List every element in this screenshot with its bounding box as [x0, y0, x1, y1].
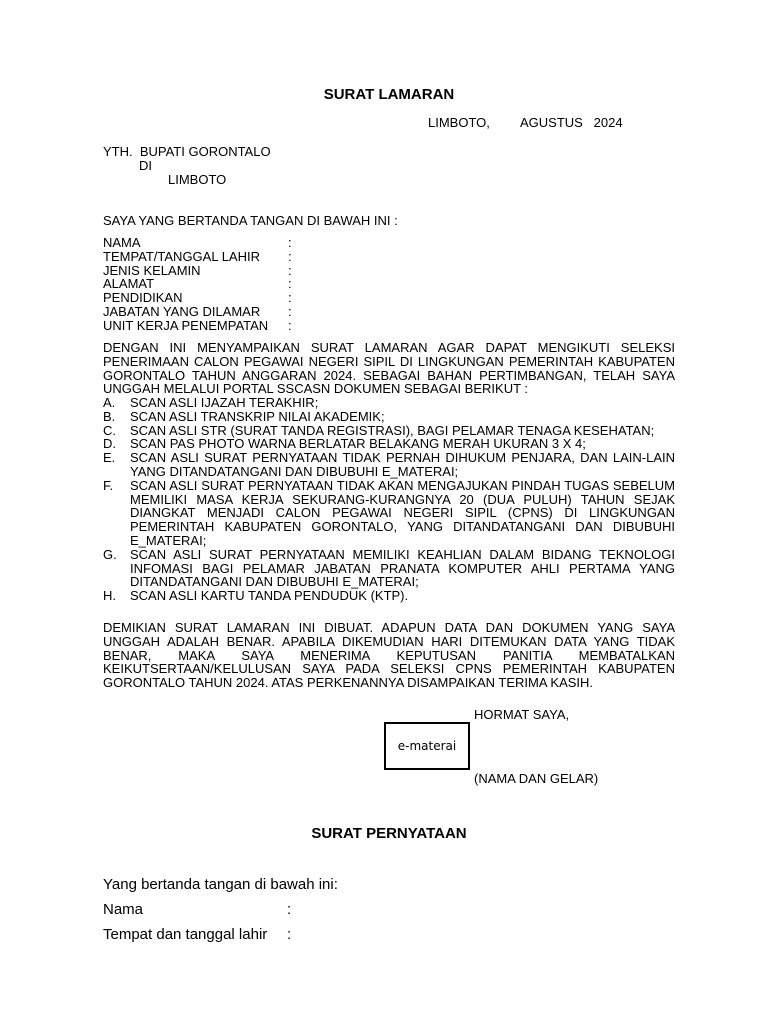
list-item: [103, 451, 675, 479]
statement-intro: Yang bertanda tangan di bawah ini:: [103, 876, 338, 893]
field-row: [103, 277, 292, 291]
field-row: [103, 236, 292, 250]
field-row: [103, 264, 292, 278]
statement-title: SURAT PERNYATAAN: [311, 825, 467, 842]
list-text: SCAN ASLI TRANSKRIP NILAI AKADEMIK;: [130, 408, 385, 424]
signature-name: (NAMA DAN GELAR): [474, 771, 599, 786]
list-item: [103, 396, 675, 410]
list-marker: E.: [103, 450, 116, 466]
field-separator: :: [288, 248, 292, 264]
ematerai-box: [384, 722, 470, 770]
field-label: NAMA: [103, 235, 141, 250]
regards-text: HORMAT SAYA,: [474, 707, 570, 722]
field-row: [103, 291, 292, 305]
body-line: PENERIMAAN CALON PEGAWAI NEGERI SIPIL DI LINGKUNGAN PEMERINTAH KABUPATEN: [103, 353, 675, 369]
field-separator: :: [288, 290, 292, 306]
closing-line: KEIKUTSERTAAN/KELULUSAN SAYA PADA SELEKSI CPNS PEMERINTAH KABUPATEN: [103, 661, 675, 677]
letter-place: LIMBOTO,: [428, 115, 490, 130]
recipient-line: YTH. BUPATI GORONTALO: [103, 144, 271, 159]
field-row: [103, 250, 292, 264]
body-paragraph: [103, 341, 675, 396]
field-separator: :: [288, 235, 292, 250]
field-label: TEMPAT/TANGGAL LAHIR: [103, 248, 260, 264]
ematerai-label: e-materai: [397, 739, 457, 753]
closing-line: BENAR, MAKA SAYA MENERIMA KEPUTUSAN PANITIA MEMBATALKAN: [103, 647, 675, 663]
list-item: [103, 548, 675, 589]
list-marker: G.: [103, 546, 117, 562]
field-label: PENDIDIKAN: [103, 290, 183, 306]
letter-title: SURAT LAMARAN: [323, 86, 455, 103]
recipient-di: DI: [139, 158, 152, 173]
list-text: SCAN ASLI STR (SURAT TANDA REGISTRASI), BAGI PELAMAR TENAGA KESEHATAN;: [130, 422, 655, 438]
list-text: SCAN ASLI SURAT PERNYATAAN TIDAK PERNAH DIHUKUM PENJARA, DAN LAIN-LAIN YANG DITANDATANGANI DAN DIBUBUHI E_MATERAI;: [130, 450, 675, 479]
statement-field-label: Nama: [103, 901, 144, 918]
field-label: ALAMAT: [103, 276, 155, 292]
list-text: SCAN ASLI SURAT PERNYATAAN MEMILIKI KEAHLIAN DALAM BIDANG TEKNOLOGI INFOMASI BAGI PELAMAR JABATAN PRANATA KOMPUTER AHLI PERTAMA YANG DITANDATANGANI DAN DIBUBUHI E_MATERAI;: [130, 546, 675, 590]
document-list: [103, 396, 675, 603]
list-item: [103, 437, 675, 451]
field-separator: :: [288, 276, 292, 292]
list-marker: F.: [103, 477, 114, 493]
field-row: [103, 305, 292, 319]
applicant-fields: [103, 236, 292, 333]
field-label: JENIS KELAMIN: [103, 262, 201, 278]
field-separator: :: [288, 262, 292, 278]
list-marker: H.: [103, 588, 116, 604]
list-marker: B.: [103, 408, 116, 424]
recipient-city: LIMBOTO: [168, 172, 227, 187]
statement-field-label: Tempat dan tanggal lahir: [103, 926, 268, 943]
list-marker: D.: [103, 436, 116, 452]
body-line: UNGGAH MELALUI PORTAL SSCASN DOKUMEN SEBAGAI BERIKUT :: [103, 381, 529, 397]
list-item: [103, 410, 675, 424]
statement-field-separator: :: [287, 926, 292, 943]
list-text: SCAN ASLI KARTU TANDA PENDUDUK (KTP).: [130, 588, 409, 604]
list-item: [103, 479, 675, 548]
closing-line: UNGGAH ADALAH BENAR. APABILA DIKEMUDIAN HARI DITEMUKAN DATA YANG TIDAK: [103, 633, 675, 649]
list-text: SCAN ASLI SURAT PERNYATAAN TIDAK AKAN MENGAJUKAN PINDAH TUGAS SEBELUM MEMILIKI MASA KERJA SEKURANG-KURANGNYA 20 (DUA PULUH) TAHUN SEJAK DIANGKAT MENJADI CALON PEGAWAI NEGERI SIPIL (CPNS) DI LINGKUNGAN PEMERINTAH KABUPATEN GORONTALO, YANG DITANDATANGANI DAN DIBUBUHI E_MATERAI;: [130, 477, 675, 548]
closing-line: GORONTALO TAHUN 2024. ATAS PERKENANNYA DISAMPAIKAN TERIMA KASIH.: [103, 675, 594, 691]
field-label: UNIT KERJA PENEMPATAN: [103, 317, 269, 333]
letter-intro: SAYA YANG BERTANDA TANGAN DI BAWAH INI :: [103, 213, 398, 228]
body-line: GORONTALO TAHUN ANGGARAN 2024. SEBAGAI BAHAN PERTIMBANGAN, TELAH SAYA: [103, 367, 675, 383]
list-item: [103, 589, 675, 603]
closing-paragraph: [103, 621, 675, 690]
list-text: SCAN ASLI IJAZAH TERAKHIR;: [130, 395, 319, 410]
list-text: SCAN PAS PHOTO WARNA BERLATAR BELAKANG MERAH UKURAN 3 X 4;: [130, 436, 586, 452]
list-marker: C.: [103, 422, 116, 438]
field-separator: :: [288, 317, 292, 333]
field-label: JABATAN YANG DILAMAR: [103, 303, 261, 319]
closing-line: DEMIKIAN SURAT LAMARAN INI DIBUAT. ADAPUN DATA DAN DOKUMEN YANG SAYA: [103, 620, 675, 635]
body-line: DENGAN INI MENYAMPAIKAN SURAT LAMARAN AGAR DAPAT MENGIKUTI SELEKSI: [103, 340, 675, 355]
statement-field-separator: :: [287, 901, 292, 918]
list-item: [103, 424, 675, 438]
field-row: [103, 319, 292, 333]
field-separator: :: [288, 303, 292, 319]
letter-date: AGUSTUS 2024: [520, 115, 623, 130]
list-marker: A.: [103, 395, 116, 410]
